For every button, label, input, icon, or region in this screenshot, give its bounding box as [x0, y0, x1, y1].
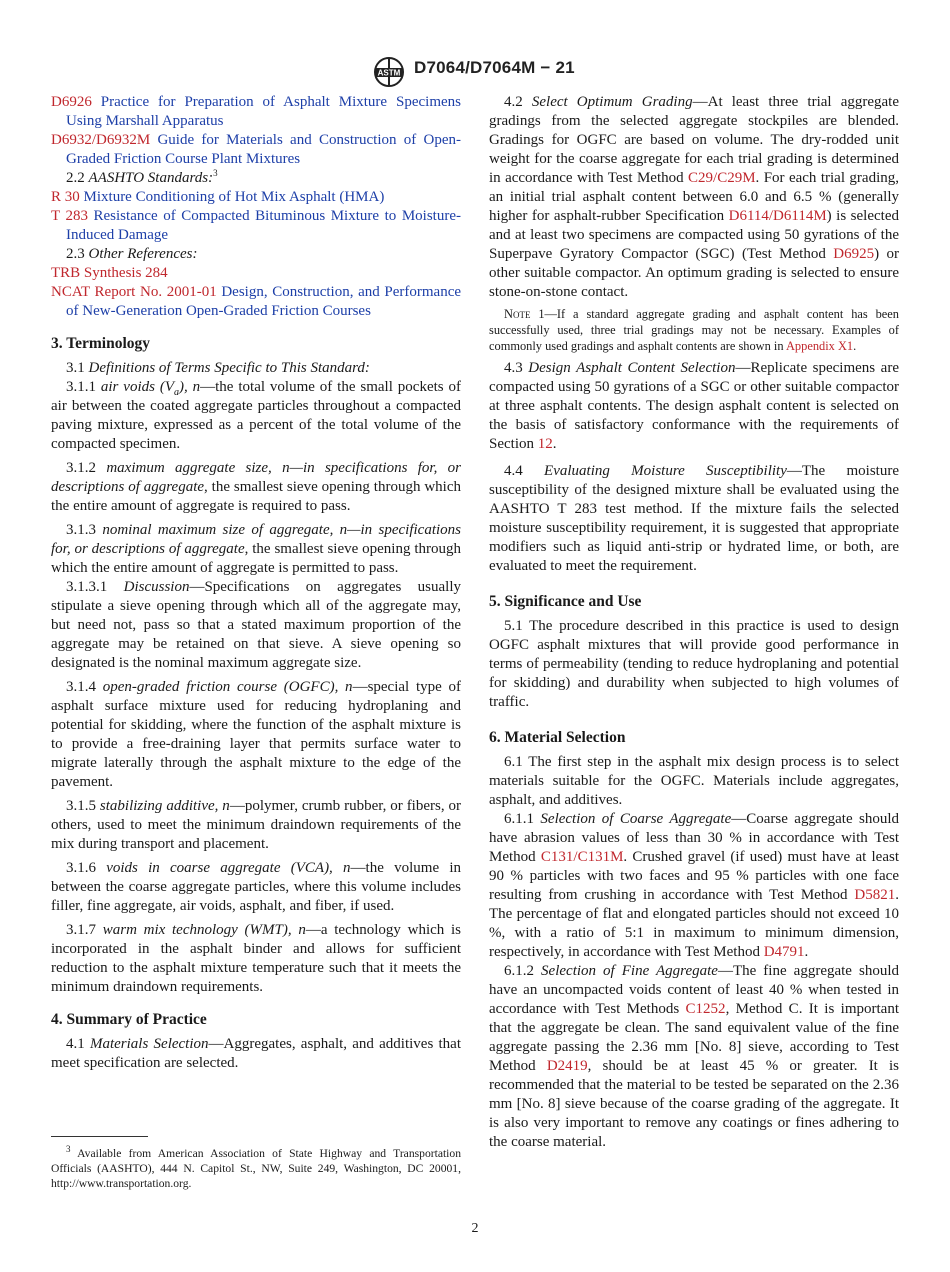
- paragraph: [51, 797, 461, 854]
- note-1: [489, 306, 899, 354]
- section-label: AASHTO Standards:: [88, 170, 214, 186]
- para-body: —Specifications on aggregates usually stipulate a sieve opening through which all of the aggregate may, but need not, pass so that a stated maximum proportion of the aggregate may be retained on that sieve. A sieve opening so designated is the nominal maximum aggregate size.: [51, 579, 462, 671]
- footnote-text: Available from American Association of State Highway and Transportation Officials (AASHTO), 444 N. Capitol St., NW, Suite 249, Washington, DC 20001, http://www.transportation.org.: [51, 1147, 461, 1190]
- para-body: —Replicate specimens are compacted using 50 gyrations of a SGC or other suitable compactor at three asphalt contents. The design asphalt content is selected on the basis of satisfactory conformance with the requirements of Section: [489, 360, 899, 452]
- section-heading-terminology: 3. Terminology: [51, 335, 151, 352]
- paragraph: 5.1 The procedure described in this practice is used to design OGFC asphalt mixtures that will provide good performance in terms of permeability (tending to reduce hydroplaning and potential for skidding) and durability when subjected to high volumes of traffic.: [489, 618, 899, 710]
- para-number: 3.1.7: [66, 922, 96, 938]
- note-body: .: [853, 339, 857, 353]
- reference-code-link[interactable]: R 30: [51, 189, 80, 205]
- para-term: Definitions of Terms Specific to This Standard:: [88, 360, 370, 376]
- para-number: 3.1.2: [66, 460, 96, 476]
- note-body: —If a standard aggregate grading and asphalt content has been successfully used, three trial gradings may not be necessary. Examples of commonly used gradings and asphalt contents are shown in: [489, 307, 899, 353]
- para-term: Selection of Coarse Aggregate: [540, 811, 732, 827]
- footnote-marker[interactable]: 3: [213, 168, 218, 178]
- para-term: Evaluating Moisture Susceptibility: [544, 463, 787, 479]
- para-body: , should be at least 45 % or greater. It is recommended that the material to be tested be separated on the 2.36 mm [No. 8] sieve because of the coarse grading of the aggregate. It is also very important to remove any coatings or fines adhering to the coarse material.: [489, 1058, 899, 1150]
- right-column: [489, 93, 899, 1152]
- paragraph: [51, 859, 461, 916]
- reference-code-link[interactable]: TRB Synthesis 284: [51, 265, 168, 281]
- para-term: Materials Selection: [89, 1036, 209, 1052]
- paragraph: [489, 462, 899, 576]
- para-number: 4.3: [504, 360, 523, 376]
- appendix-link[interactable]: Appendix X1: [785, 339, 854, 353]
- para-number: 3.1.3.1: [66, 579, 108, 595]
- reference-code-link[interactable]: NCAT Report No. 2001-01: [51, 284, 217, 300]
- standard-link[interactable]: D2419: [546, 1058, 588, 1074]
- standard-link[interactable]: D6925: [833, 246, 875, 262]
- para-number: 3.1.6: [66, 860, 96, 876]
- para-body: —polymer, crumb rubber, or fibers, or others, used to meet the minimum draindown requirements of the mix during transport and placement.: [51, 798, 461, 852]
- paragraph: [51, 378, 461, 454]
- para-term: Discussion: [123, 579, 190, 595]
- footnote-marker: 3: [66, 1144, 71, 1155]
- para-number: 3.1.3: [66, 522, 96, 538]
- standard-link[interactable]: C131/C131M: [540, 849, 624, 865]
- para-body: ) or other suitable compactor. An optimum grading is selected to ensure stone-on-stone contact.: [489, 246, 899, 300]
- paragraph: [489, 93, 899, 302]
- para-body: , Method C. It is important that the aggregate be clean. The sand equivalent value of the fine aggregate passing the 2.36 mm [No. 8] sieve, according to Test Method: [489, 1001, 899, 1074]
- standard-link[interactable]: D6114/D6114M: [728, 208, 827, 224]
- page-number: 2: [471, 1221, 479, 1236]
- standard-link[interactable]: D5821: [854, 887, 896, 903]
- paragraph: [489, 810, 899, 962]
- svg-text:ASTM: ASTM: [377, 68, 401, 78]
- para-term: warm mix technology (WMT), n: [102, 922, 306, 938]
- section-heading-significance: 5. Significance and Use: [489, 593, 642, 610]
- section-heading-material-selection: 6. Material Selection: [489, 729, 626, 746]
- para-number: 3.1.1: [66, 379, 96, 395]
- para-term: open-graded friction course (OGFC), n: [102, 679, 353, 695]
- para-body: . Crushed gravel (if used) must have at least 90 % particles with two faces and 95 % particles with one face resulting from crushing in accordance with Test Method: [489, 849, 899, 903]
- paragraph: [51, 921, 461, 997]
- para-body: —At least three trial aggregate gradings from the selected aggregate stockpiles are blended. Gradings for OGFC are based on volume. The dry-rodded unit weight for the coarse aggregate for each trial grading is determined in accordance with Test Method: [489, 94, 900, 186]
- para-term: Selection of Fine Aggregate: [541, 963, 718, 979]
- paragraph: [51, 459, 461, 516]
- paragraph: [51, 521, 461, 578]
- section-number: 2.2: [66, 170, 85, 186]
- reference-item: [51, 283, 461, 321]
- standard-link[interactable]: D4791: [763, 944, 805, 960]
- reference-item: [51, 93, 461, 131]
- para-body: ) is selected and at least two specimens are compacted using 50 gyrations of the Superpave Gyratory Compactor (SGC) (Test Method: [489, 208, 899, 262]
- para-term: air voids (V: [100, 379, 174, 395]
- paragraph: 6.1 The first step in the asphalt mix design process is to select materials suitable for the OGFC. Materials include aggregates, asphalt, and additives.: [489, 754, 899, 808]
- paragraph: [489, 359, 899, 454]
- standard-link[interactable]: C1252: [685, 1001, 726, 1017]
- para-number: 3.1.5: [66, 798, 96, 814]
- para-number: 3.1.4: [66, 679, 96, 695]
- footnote: [51, 1146, 461, 1191]
- reference-title-link[interactable]: Mixture Conditioning of Hot Mix Asphalt (HMA): [83, 189, 385, 205]
- para-number: 4.4: [504, 463, 523, 479]
- reference-title-link[interactable]: Design, Construction, and Performance of New-Generation Open-Graded Friction Courses: [66, 284, 462, 319]
- reference-item: [51, 264, 461, 283]
- para-term: voids in coarse aggregate (VCA), n: [106, 860, 351, 876]
- reference-title-link[interactable]: Practice for Preparation of Asphalt Mixture Specimens Using Marshall Apparatus: [66, 94, 462, 129]
- para-body: —Coarse aggregate should have abrasion values of less than 30 % in accordance with Test Method: [489, 811, 900, 865]
- para-term: nominal maximum size of aggregate, n—in specifications for, or descriptions of aggregate: [51, 522, 462, 557]
- para-body: .: [552, 436, 557, 452]
- para-body: , the smallest sieve opening through which the entire amount of aggregate is required to pass.: [51, 479, 462, 514]
- subsection-heading: [51, 245, 461, 264]
- reference-item: [51, 131, 461, 169]
- paragraph: [51, 1035, 461, 1073]
- para-term: Design Asphalt Content Selection: [528, 360, 736, 376]
- section-number: 2.3: [66, 246, 85, 262]
- para-body: .: [804, 944, 809, 960]
- para-body: —The fine aggregate should have an uncompacted voids content of least 40 % when tested in accordance with Test Methods: [489, 963, 899, 1017]
- footnote-divider: [51, 1136, 148, 1137]
- para-term: stabilizing additive, n: [99, 798, 230, 814]
- reference-code-link[interactable]: D6932/D6932M: [51, 132, 151, 148]
- reference-item: [51, 207, 461, 245]
- reference-title-link[interactable]: Guide for Materials and Construction of Open-Graded Friction Course Plant Mixtures: [66, 132, 462, 167]
- standard-link[interactable]: C29/C29M: [688, 170, 756, 186]
- para-body: —special type of asphalt surface mixture used for reducing hydroplaning and potential for skidding, where the function of the asphalt mixture is to provide a free-draining layer that permits surface water to migrate laterally through the asphalt mixture to the edge of the pavement.: [51, 679, 461, 790]
- subscript: a: [174, 387, 179, 398]
- para-number: 6.1.2: [504, 963, 534, 979]
- para-body: —the total volume of the small pockets of air between the coated aggregate particles throughout a compacted paving mixture, expressed as a percent of the total volume of the compacted specimen.: [51, 379, 461, 452]
- para-term: ), n: [179, 379, 201, 395]
- para-body: —The moisture susceptibility of the designed mixture shall be evaluated using the AASHTO T 283 test method. If the mixture fails the selected moisture susceptibility requirement, it is suggested that appropriate modifiers such as liquid anti-strip or hydrated lime, or both, are evaluated to meet the requirement.: [489, 463, 899, 574]
- para-number: 4.2: [504, 94, 523, 110]
- para-body: —the volume in between the coarse aggregate particles, where this volume includes filler, fine aggregate, air voids, asphalt, and fiber, if used.: [51, 860, 461, 914]
- para-term: Select Optimum Grading: [531, 94, 693, 110]
- para-body: . The percentage of flat and elongated particles should not exceed 10 %, with a ratio of 5:1 in maximum to minimum dimension, respectively, in accordance with Test Method: [489, 887, 899, 960]
- section-heading-summary: 4. Summary of Practice: [51, 1011, 207, 1028]
- section-label: Other References:: [88, 246, 198, 262]
- para-number: 3.1: [66, 360, 85, 376]
- paragraph: [51, 578, 461, 673]
- para-number: 6.1.1: [504, 811, 534, 827]
- document-id: D7064/D7064M − 21: [414, 58, 575, 77]
- paragraph: [51, 359, 461, 378]
- paragraph: [51, 678, 461, 792]
- left-column: [51, 93, 461, 1073]
- para-term: maximum aggregate size, n—in specifications for, or descriptions of aggregate: [51, 460, 461, 495]
- paragraph: [489, 962, 899, 1152]
- reference-code-link[interactable]: D6926: [51, 94, 92, 110]
- astm-logo-icon: [370, 56, 408, 88]
- para-body: —a technology which is incorporated in the asphalt binder and allows for sufficient reduction to the asphalt mixture temperature such that it meets the minimum draindown requirements.: [51, 922, 462, 995]
- subsection-heading: [51, 169, 461, 188]
- reference-item: [51, 188, 461, 207]
- para-body: —Aggregates, asphalt, and additives that meet specification are selected.: [51, 1036, 462, 1071]
- section-link[interactable]: 12: [537, 436, 553, 452]
- page-header: [0, 56, 950, 86]
- para-number: 4.1: [66, 1036, 85, 1052]
- para-body: , the smallest sieve opening through which the entire amount of aggregate is permitted to pass.: [51, 541, 461, 576]
- reference-title-link[interactable]: Resistance of Compacted Bituminous Mixture to Moisture-Induced Damage: [66, 208, 461, 243]
- note-label: Note 1: [504, 307, 545, 321]
- para-body: . For each trial grading, an initial trial asphalt content between 6.0 and 6.5 % (generally higher for asphalt-rubber Specification: [489, 170, 899, 224]
- reference-code-link[interactable]: T 283: [51, 208, 88, 224]
